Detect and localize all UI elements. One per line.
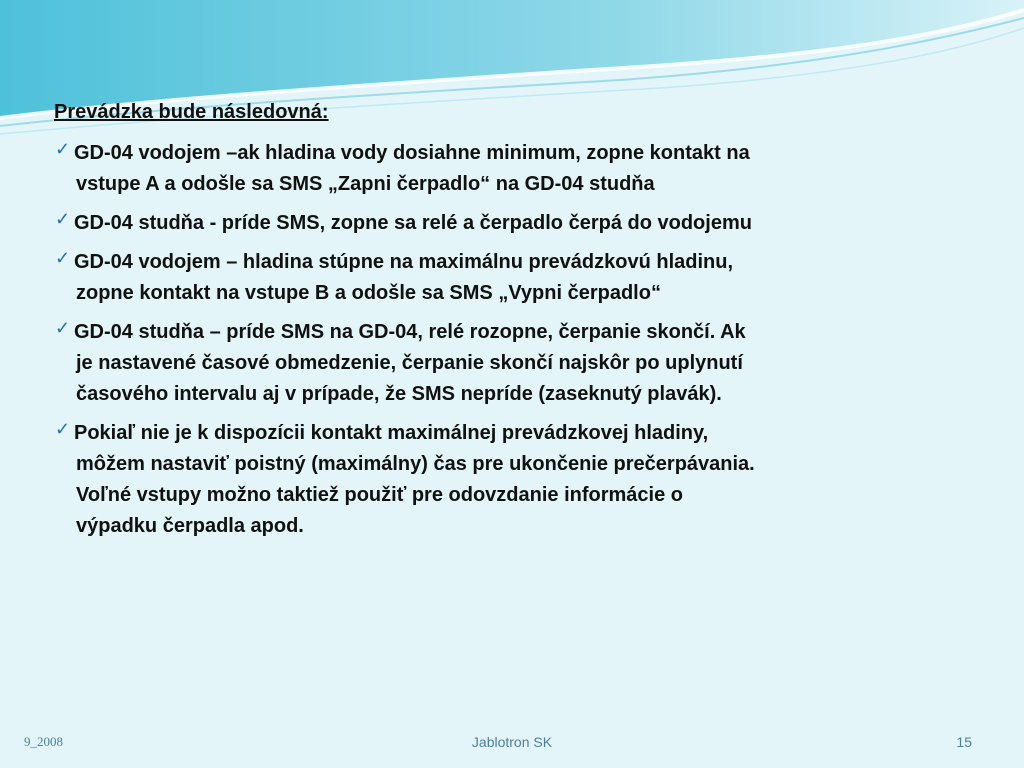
bullet-line: GD-04 vodojem – hladina stúpne na maximálnu prevádzkovú hladinu, (74, 251, 734, 273)
bullet-line: vstupe A a odošle sa SMS „Zapni čerpadlo“ na GD-04 studňa (76, 173, 655, 195)
bullet-item (52, 247, 972, 309)
bullet-list (52, 138, 972, 542)
footer-page-number: 15 (956, 734, 972, 750)
bullet-line: GD-04 studňa – príde SMS na GD-04, relé rozopne, čerpanie skončí. Ak (74, 321, 746, 343)
bullet-line: GD-04 vodojem –ak hladina vody dosiahne minimum, zopne kontakt na (74, 142, 750, 164)
slide-heading: Prevádzka bude následovná: (54, 101, 329, 123)
bullet-item (52, 208, 972, 239)
checkmark-icon: ✓ (55, 209, 71, 229)
footer-date: 9_2008 (24, 734, 63, 749)
bullet-line: výpadku čerpadla apod. (76, 515, 304, 537)
checkmark-icon: ✓ (55, 248, 71, 268)
checkmark-icon: ✓ (55, 419, 71, 439)
bullet-line: časového intervalu aj v prípade, že SMS nepríde (zaseknutý plavák). (76, 383, 722, 405)
checkmark-icon: ✓ (55, 318, 71, 338)
checkmark-icon: ✓ (55, 139, 71, 159)
bullet-line: je nastavené časové obmedzenie, čerpanie skončí najskôr po uplynutí (76, 352, 743, 374)
bullet-line: Pokiaľ nie je k dispozícii kontakt maximálnej prevádzkovej hladiny, (74, 422, 709, 444)
slide-content (52, 100, 972, 550)
bullet-item (52, 418, 972, 542)
footer-company: Jablotron SK (471, 734, 553, 750)
bullet-line: zopne kontakt na vstupe B a odošle sa SMS „Vypni čerpadlo“ (76, 282, 661, 304)
bullet-line: GD-04 studňa - príde SMS, zopne sa relé a čerpadlo čerpá do vodojemu (74, 212, 752, 234)
bullet-line: môžem nastaviť poistný (maximálny) čas pre ukončenie prečerpávania. (76, 453, 755, 475)
bullet-item (52, 317, 972, 410)
bullet-item (52, 138, 972, 200)
bullet-line: Voľné vstupy možno taktiež použiť pre odovzdanie informácie o (76, 484, 683, 506)
